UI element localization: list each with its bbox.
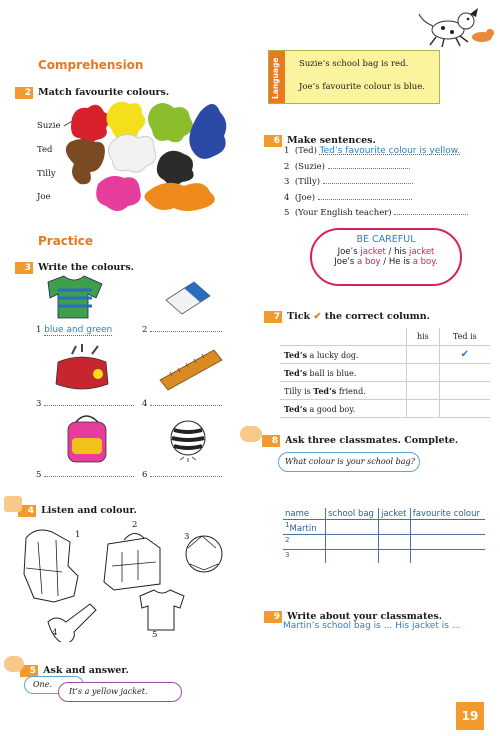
table-row: Tilly is Ted’s friend. [280, 382, 490, 400]
answer-line[interactable] [150, 476, 222, 477]
exercise-number: 3 [15, 262, 33, 274]
answer-line[interactable] [150, 405, 222, 406]
exercise-5-header [4, 658, 129, 677]
eraser-picture [160, 276, 216, 322]
tick-cell-ted-is[interactable] [439, 364, 490, 382]
dog-illustration [408, 4, 498, 52]
exercise-number: 8 [262, 435, 280, 447]
name-ted: Ted [37, 145, 53, 155]
classmates-table [283, 508, 485, 563]
sentence-item-2: 2 (Suzie) [284, 160, 494, 176]
handwritten-answer: Ted’s favourite colour is yellow. [319, 146, 461, 156]
sentence-item-1: 1 (Ted) Ted’s favourite colour is yellow. [284, 146, 461, 156]
colouring-pictures [12, 518, 232, 642]
picture-answer-1: 1 blue and green [36, 325, 113, 335]
name-joe: Joe [37, 192, 51, 202]
be-careful-line-2: Joe’s a boy / He is a boy. [334, 257, 438, 267]
sentence-item-5: 5 (Your English teacher) [284, 206, 494, 222]
tick-table [280, 328, 490, 418]
language-line-1: Suzie’s school bag is red. [299, 59, 409, 69]
exercise-title: Ask three classmates. Complete. [285, 435, 459, 446]
page-number: 19 [456, 702, 484, 730]
table-row: Ted’s ball is blue. [280, 364, 490, 382]
answer-line[interactable] [394, 214, 468, 215]
exercise-6-list [284, 144, 494, 222]
exercise-number: 9 [264, 611, 282, 623]
exercise-4-header [4, 498, 137, 517]
table-header-row: name school bag jacket favourite colour [283, 508, 485, 520]
picture-answer-6: 6 [142, 470, 222, 480]
exercise-2-header [15, 80, 169, 99]
table-row: 3 [283, 549, 485, 563]
picture-answer-2: 2 [142, 325, 222, 335]
exercise-title: Ask and answer. [43, 665, 129, 676]
exercise-title: Write about your classmates. [287, 611, 443, 622]
answer-line[interactable] [328, 168, 410, 169]
tick-icon: ✔ [313, 311, 322, 322]
speaking-icon [4, 656, 24, 672]
t-shirt-picture [40, 272, 110, 320]
picture-label-5: 5 [152, 630, 158, 640]
answer-line[interactable] [323, 183, 413, 184]
exercise-title: Listen and colour. [41, 505, 137, 516]
name-tilly: Tilly [37, 169, 56, 179]
exercise-7-header [264, 304, 430, 323]
be-careful-box [310, 228, 462, 286]
tick-cell-his[interactable] [407, 382, 440, 400]
tick-cell-his[interactable] [407, 364, 440, 382]
paint-splashes [60, 98, 232, 224]
exercise-8-header [240, 428, 458, 447]
section-title-comprehension: Comprehension [38, 58, 144, 72]
speech-bubble-question: What colour is your school bag? [278, 452, 420, 472]
tick-cell-ted-is[interactable] [439, 382, 490, 400]
tick-cell-his[interactable] [407, 346, 440, 364]
speech-bubble-one: One. [24, 676, 84, 694]
handwritten-answer: blue and green [44, 325, 113, 335]
ruler-picture [154, 346, 226, 394]
exercise-number: 7 [264, 311, 282, 323]
table-row: $^1$Martin [283, 520, 485, 535]
exercise-title: Match favourite colours. [38, 87, 170, 98]
language-tab-label: Language [271, 57, 280, 99]
sentence-item-3: 3 (Tilly) [284, 175, 494, 191]
answer-line[interactable] [318, 199, 412, 200]
language-box [268, 50, 440, 104]
exercise-9-example: Martin’s school bag is ... His jacket is ... [283, 621, 461, 631]
exercise-number: 2 [15, 87, 33, 99]
sentence-item-4: 4 (Joe) [284, 191, 494, 207]
exercise-title: Tick ✔ the correct column. [287, 311, 430, 322]
answer-line[interactable] [44, 405, 134, 406]
picture-label-1: 1 [75, 530, 81, 540]
table-row: Ted’s a lucky dog. ✔ [280, 346, 490, 364]
picture-label-3: 3 [184, 532, 190, 542]
pencil-case-picture [50, 344, 114, 396]
school-bag-picture [58, 412, 118, 466]
language-tab [269, 51, 285, 103]
exercise-number: 4 [18, 505, 36, 517]
picture-label-2: 2 [132, 520, 138, 530]
tick-icon: ✔ [460, 349, 470, 360]
picture-answer-3: 3 [36, 399, 134, 409]
language-line-2: Joe’s favourite colour is blue. [299, 82, 425, 92]
tick-cell-ted-is[interactable] [439, 346, 490, 364]
picture-answer-4: 4 [142, 399, 222, 409]
be-careful-line-1: Joe’s jacket / his jacket [337, 247, 435, 257]
answer-line[interactable] [150, 331, 222, 332]
answer-line[interactable] [44, 476, 134, 477]
speaking-icon [240, 426, 262, 442]
table-header-row: his Ted is [280, 328, 490, 346]
table-row: 2 [283, 534, 485, 549]
picture-answer-5: 5 [36, 470, 134, 480]
table-row: Ted’s a good boy. [280, 400, 490, 418]
ball-picture [166, 416, 214, 466]
picture-label-4: 4 [52, 628, 58, 638]
exercise-title: Make sentences. [287, 135, 376, 146]
section-title-practice: Practice [38, 234, 94, 248]
exercise-number: 6 [264, 135, 282, 147]
tick-cell-ted-is[interactable] [439, 400, 490, 418]
name-suzie: Suzie [37, 121, 61, 131]
tick-cell-his[interactable] [407, 400, 440, 418]
exercise-title: Write the colours. [38, 262, 134, 273]
audio-icon [4, 496, 22, 512]
speech-bubble-answer: It’s a yellow jacket. [58, 682, 182, 702]
be-careful-title: BE CAREFUL [356, 234, 416, 245]
exercise-number: 5 [20, 665, 38, 677]
